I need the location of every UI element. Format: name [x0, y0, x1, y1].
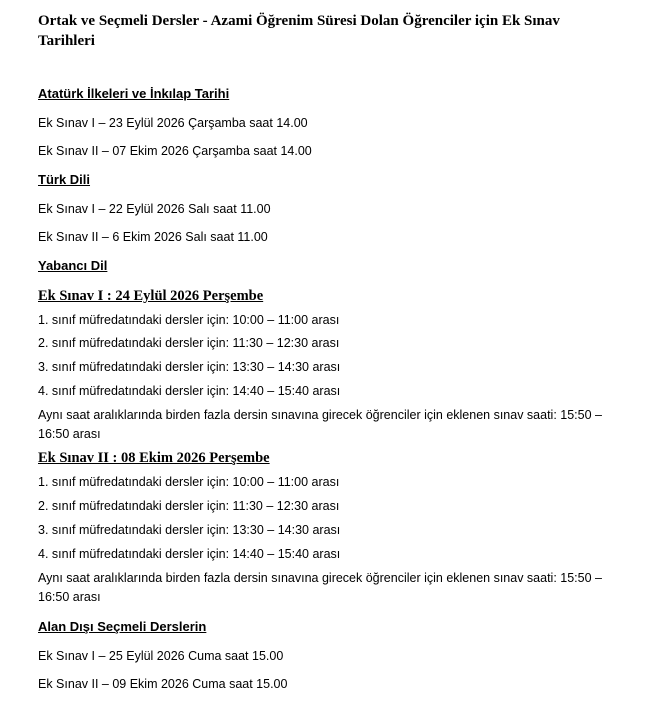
section-heading-yabanci-dil: Yabancı Dil — [38, 258, 108, 273]
schedule-note: Aynı saat aralıklarında birden fazla dersin sınavına girecek öğrenciler için eklenen sınav saati: 15:50 – 16:50 arası — [38, 408, 602, 441]
schedule-line: 3. sınıf müfredatındaki dersler için: 13:30 – 14:30 arası — [38, 523, 341, 537]
exam-heading-2: Ek Sınav II : 08 Ekim 2026 Perşembe — [38, 450, 270, 466]
schedule-line: 2. sınıf müfredatındaki dersler için: 11:30 – 12:30 arası — [38, 336, 340, 350]
schedule-line: 1. sınıf müfredatındaki dersler için: 10:00 – 11:00 arası — [38, 313, 340, 327]
schedule-line: 1. sınıf müfredatındaki dersler için: 10:00 – 11:00 arası — [38, 475, 340, 489]
schedule-line: 3. sınıf müfredatındaki dersler için: 13:30 – 14:30 arası — [38, 360, 341, 374]
section-heading-ataturk: Atatürk İlkeleri ve İnkılap Tarihi — [38, 86, 230, 101]
exam-line: Ek Sınav I – 25 Eylül 2026 Cuma saat 15.00 — [38, 649, 284, 663]
schedule-line: 4. sınıf müfredatındaki dersler için: 14:40 – 15:40 arası — [38, 384, 341, 398]
schedule-note: Aynı saat aralıklarında birden fazla dersin sınavına girecek öğrenciler için eklenen sınav saati: 15:50 – 16:50 arası — [38, 571, 602, 604]
exam-heading-1: Ek Sınav I : 24 Eylül 2026 Perşembe — [38, 288, 264, 304]
section-heading-alan-disi: Alan Dışı Seçmeli Derslerin — [38, 619, 207, 634]
schedule-line: 2. sınıf müfredatındaki dersler için: 11:30 – 12:30 arası — [38, 499, 340, 513]
exam-line: Ek Sınav II – 09 Ekim 2026 Cuma saat 15.00 — [38, 677, 288, 691]
exam-line: Ek Sınav II – 6 Ekim 2026 Salı saat 11.00 — [38, 230, 268, 244]
exam-line: Ek Sınav I – 23 Eylül 2026 Çarşamba saat 14.00 — [38, 116, 308, 130]
section-heading-turk-dili: Türk Dili — [38, 172, 91, 187]
document-title: Ortak ve Seçmeli Dersler - Azami Öğrenim Süresi Dolan Öğrenciler için Ek Sınav Tarihleri — [38, 13, 560, 49]
exam-line: Ek Sınav II – 07 Ekim 2026 Çarşamba saat 14.00 — [38, 144, 312, 158]
exam-line: Ek Sınav I – 22 Eylül 2026 Salı saat 11.00 — [38, 202, 271, 216]
schedule-line: 4. sınıf müfredatındaki dersler için: 14:40 – 15:40 arası — [38, 547, 341, 561]
